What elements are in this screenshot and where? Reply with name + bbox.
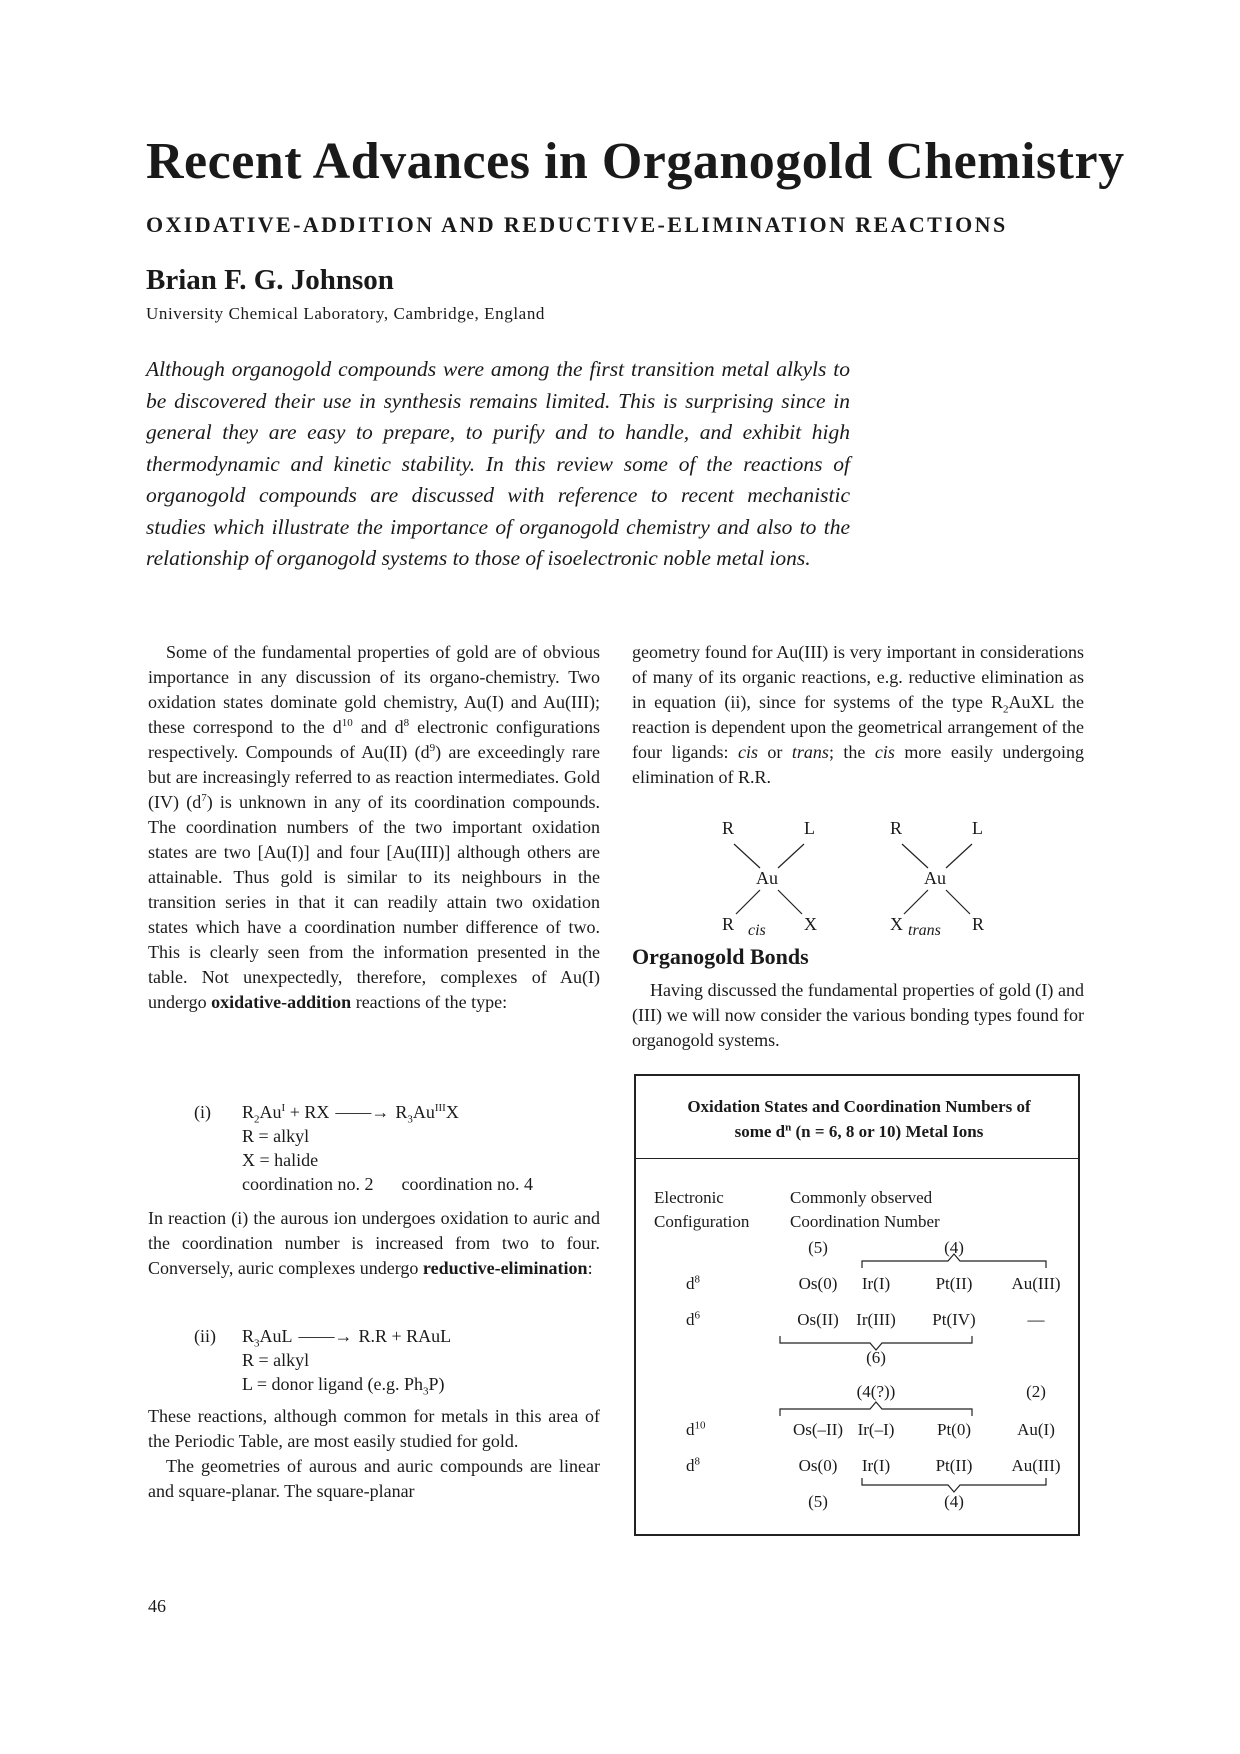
abstract: Although organogold compounds were among the first transition metal alkyls to be discovered their use in synthesis remains limited. This is surprising since in general they are easy to prepare, to purify and to handle, and exhibit high thermodynamic and kinetic stability. In this review some of the reactions of organogold compounds are discussed with reference to recent mechanistic studies which illustrate the importance of organogold chemistry and also to the relationship of organogold systems to those of isoelectronic noble metal ions.	[146, 357, 850, 570]
coordination-numbers: coordination no. 2 coordination no. 4	[242, 1174, 533, 1194]
reaction-definition: L = donor ligand (e.g. $Ph_3P$)	[242, 1374, 445, 1398]
body-paragraph-4: geometry found for Au(III) is very important in considerations of many of its organic reactions, e.g. reductive elimination as in equation (ii), since for systems of the type $R_2AuXL$ the reaction is dependent upon the geometrical arrangement of the four ligands: cis or trans; the cis more easily undergoing elimination of R.R.	[632, 642, 1084, 787]
table-cell: Au(III)	[1011, 1274, 1061, 1293]
table-cell: Pt(IV)	[932, 1310, 976, 1329]
author-affiliation: University Chemical Laboratory, Cambridge, England	[146, 304, 546, 323]
column-header-configuration: Electronic Configuration	[654, 1188, 750, 1231]
article-title: Recent Advances in Organogold Chemistry	[146, 133, 1125, 190]
page-number: 46	[148, 1596, 166, 1616]
table-cell: —	[1027, 1310, 1045, 1329]
electronic-configuration: $d^{10}$	[686, 1419, 706, 1439]
ligand-label: R	[722, 914, 735, 934]
body-paragraph-3: These reactions, although common for metals in this area of the Periodic Table, are most easily studied for gold. The geometries of aurous and auric compounds are linear and square-planar. The square-planar	[148, 1406, 600, 1501]
table-cell: Ir(–I)	[857, 1420, 895, 1439]
ligand-label: L	[804, 818, 815, 838]
electronic-configuration: $d^8$	[686, 1455, 700, 1475]
table-title: Oxidation States and Coordination Numbers of some $d^n$ (n = 6, 8 or 10) Metal Ions	[687, 1097, 1031, 1141]
oxidation-states-table	[634, 1074, 1080, 1536]
coordination-label: (2)	[1026, 1382, 1046, 1401]
table-cell: Ir(I)	[861, 1274, 891, 1293]
reaction-equation: $R_2Au^I$ + RX ——→ $R_3Au^{III}X$	[242, 1102, 459, 1126]
table-cell: Os(0)	[798, 1274, 838, 1293]
table-cell: Ir(I)	[861, 1456, 891, 1475]
body-paragraph-1: Some of the fundamental properties of gold are of obvious importance in any discussion of its organo-chemistry. Two oxidation states dominate gold chemistry, Au(I) and Au(III); these correspond to the $d^{10}$ and $d^8$ electronic configurations respectively. Compounds of Au(II) $(d^9)$ are exceedingly rare but are increasingly referred to as reaction intermediates. Gold (IV) $(d^7)$ is unknown in any of its coordination compounds. The coordination numbers of the two important oxidation states are two [Au(I)] and four [Au(III)] although others are attainable. Thus gold is similar to its neighbours in the transition series in that it can readily attain two oxidation states which have a coordination number difference of two. This is clearly seen from the information presented in the table. Not unexpectedly, therefore, complexes of Au(I) undergo oxidative-addition reactions of the type:	[148, 642, 601, 1012]
ligand-label: R	[972, 914, 985, 934]
table-cell: Pt(II)	[935, 1456, 973, 1475]
table-cell: Au(III)	[1011, 1456, 1061, 1475]
reaction-definition: X = halide	[242, 1150, 319, 1170]
body-paragraph-2: In reaction (i) the aurous ion undergoes oxidation to auric and the coordination number is increased from two to four. Conversely, auric complexes undergo reductive-elimination:	[148, 1208, 600, 1278]
reaction-definition: R = alkyl	[242, 1126, 310, 1146]
table-cell: Ir(III)	[856, 1310, 896, 1329]
trans-label: trans	[908, 922, 941, 939]
metal-center: Au	[756, 868, 778, 888]
ligand-label: R	[722, 818, 735, 838]
table-cell: Pt(0)	[937, 1420, 971, 1439]
reaction-ii	[194, 1324, 614, 1400]
table-cell: Os(II)	[797, 1310, 839, 1329]
table-cell: Pt(II)	[935, 1274, 973, 1293]
coordination-label: (5)	[808, 1238, 828, 1257]
coordination-label: (4)	[944, 1238, 964, 1257]
cis-label: cis	[748, 922, 766, 939]
article-subtitle: OXIDATIVE-ADDITION AND REDUCTIVE-ELIMINATION REACTIONS	[146, 212, 1008, 237]
table-cell: Os(–II)	[792, 1420, 844, 1439]
reaction-equation: $R_3AuL$ ——→ R.R + RAuL	[242, 1326, 452, 1350]
electronic-configuration: $d^6$	[686, 1309, 700, 1329]
author-name: Brian F. G. Johnson	[146, 264, 394, 296]
table-cell: Au(I)	[1017, 1420, 1055, 1439]
term-oxidative-addition: oxidative-addition	[211, 992, 352, 1012]
body-paragraph-5: Having discussed the fundamental properties of gold (I) and (III) we will now consider the various bonding types found for organogold systems.	[632, 980, 1084, 1050]
coordination-label: (6)	[866, 1348, 886, 1367]
reaction-definition: R = alkyl	[242, 1350, 310, 1370]
reaction-i	[194, 1100, 614, 1200]
section-heading: Organogold Bonds	[632, 944, 809, 969]
metal-center: Au	[924, 868, 946, 888]
electronic-configuration: $d^8$	[686, 1273, 700, 1293]
ligand-label: L	[972, 818, 983, 838]
ligand-label: X	[890, 914, 903, 934]
coordination-label: (5)	[808, 1492, 828, 1511]
cis-geometry-diagram	[712, 818, 832, 938]
reaction-label: (i)	[194, 1102, 211, 1122]
reaction-label: (ii)	[194, 1326, 216, 1346]
ligand-label: X	[804, 914, 817, 934]
coordination-label: (4)	[944, 1492, 964, 1511]
coordination-label: (4(?))	[856, 1382, 896, 1401]
reaction-arrow: ——→	[335, 1102, 390, 1122]
trans-geometry-diagram	[880, 818, 1000, 938]
term-reductive-elimination: reductive-elimination	[422, 1258, 588, 1278]
ligand-label: R	[890, 818, 903, 838]
column-header-coordination: Commonly observed Coordination Number	[790, 1188, 940, 1231]
table-cell: Os(0)	[798, 1456, 838, 1475]
reaction-arrow: ——→	[298, 1326, 353, 1346]
